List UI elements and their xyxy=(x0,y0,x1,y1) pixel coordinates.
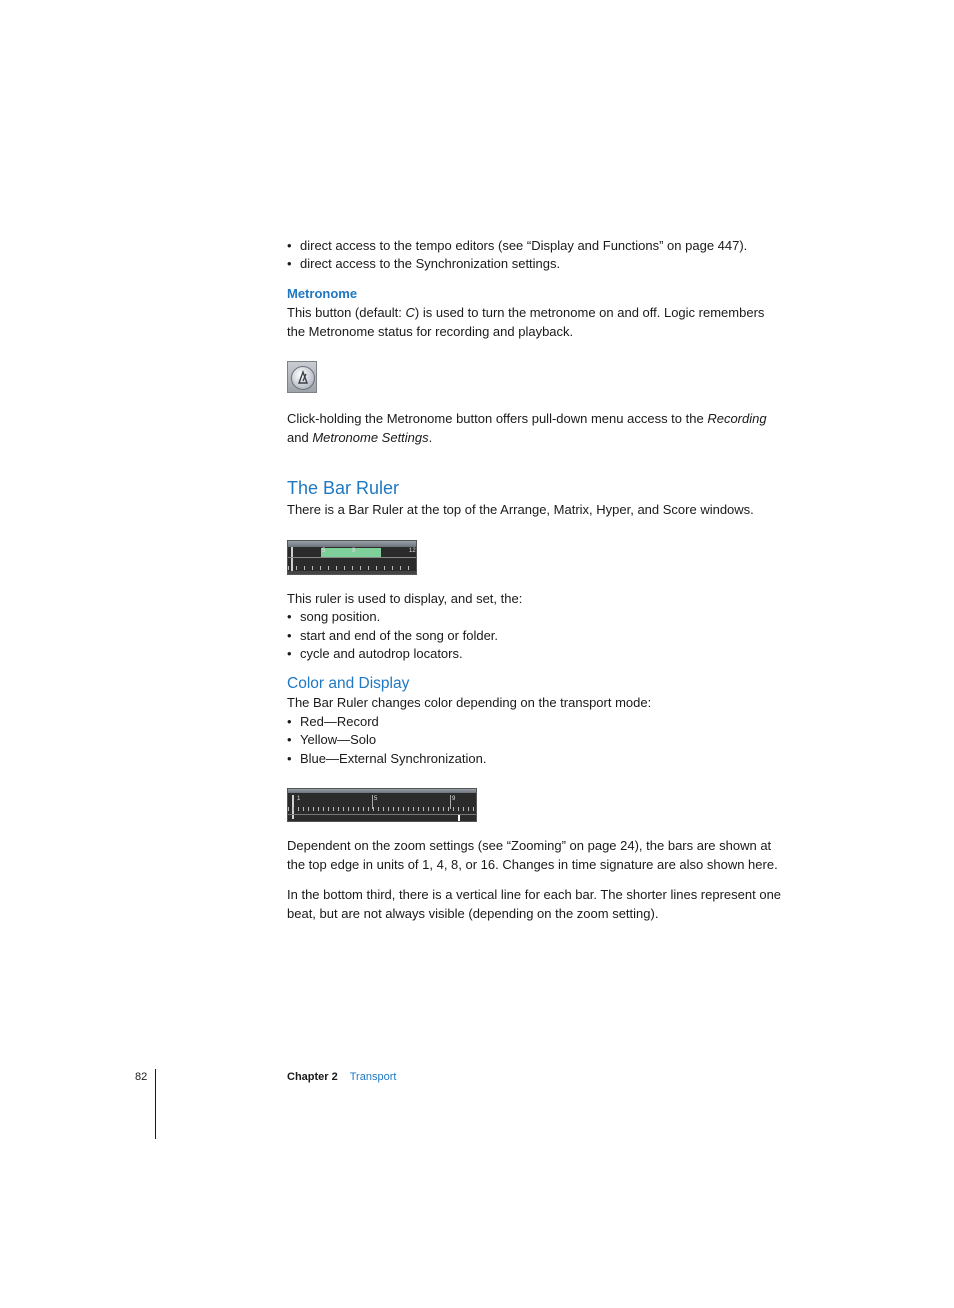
ruler-list-intro: This ruler is used to display, and set, the: xyxy=(287,591,523,606)
bar-ruler-image[interactable] xyxy=(287,540,417,575)
bar-number: 5 xyxy=(374,796,378,802)
metronome-description: This button (default: C) is used to turn the metronome on and off. Logic remembers the Metronome status for recording and playback. xyxy=(287,305,765,339)
list-item: • direct access to the tempo editors (see “Display and Functions” on page 447). xyxy=(287,238,748,253)
list-item: • cycle and autodrop locators. xyxy=(287,646,463,661)
list-item: • direct access to the Synchronization settings. xyxy=(287,256,561,271)
metronome-button[interactable] xyxy=(287,361,317,393)
list-item: • Red—Record xyxy=(287,714,379,729)
bar-number: 9 xyxy=(452,796,456,802)
bar-number: 5 xyxy=(322,548,326,554)
bar-ruler-image[interactable] xyxy=(287,788,477,822)
bar-number: 12 xyxy=(409,548,416,554)
cycle-area xyxy=(321,548,381,557)
metronome-heading: Metronome xyxy=(287,286,358,301)
beat-ticks xyxy=(288,566,416,570)
bar-ruler-heading: The Bar Ruler xyxy=(287,478,400,498)
list-item: • Yellow—Solo xyxy=(287,732,377,747)
footer-divider xyxy=(155,1069,156,1139)
list-item: • start and end of the song or folder. xyxy=(287,628,499,643)
song-position-marker xyxy=(458,815,460,821)
metronome-icon xyxy=(291,366,315,390)
bar-ruler-intro: There is a Bar Ruler at the top of the Arrange, Matrix, Hyper, and Score windows. xyxy=(287,502,754,517)
list-item: • Blue—External Synchronization. xyxy=(287,751,487,766)
footer-section-link[interactable]: Transport xyxy=(349,1071,397,1083)
beat-ticks xyxy=(288,807,476,811)
page-number: 82 xyxy=(135,1071,148,1083)
zoom-paragraph: Dependent on the zoom settings (see “Zooming” on page 24), the bars are shown at the top edge in units of 1, 4, 8, or 16. Changes in time signature are also shown here. xyxy=(287,838,778,872)
list-item: • song position. xyxy=(287,609,381,624)
color-display-heading: Color and Display xyxy=(287,675,410,692)
click-holding-text: Click-holding the Metronome button offers pull-down menu access to the Recording and Metronome Settings. xyxy=(287,411,767,445)
bar-number: 1 xyxy=(297,796,301,802)
footer-chapter: Chapter 2 Transport xyxy=(287,1071,397,1083)
bottom-third-paragraph: In the bottom third, there is a vertical line for each bar. The shorter lines represent one beat, but are not always visible (depending on the zoom setting). xyxy=(287,887,782,921)
bar-number: 9 xyxy=(352,548,356,554)
color-display-intro: The Bar Ruler changes color depending on the transport mode: xyxy=(287,695,652,710)
